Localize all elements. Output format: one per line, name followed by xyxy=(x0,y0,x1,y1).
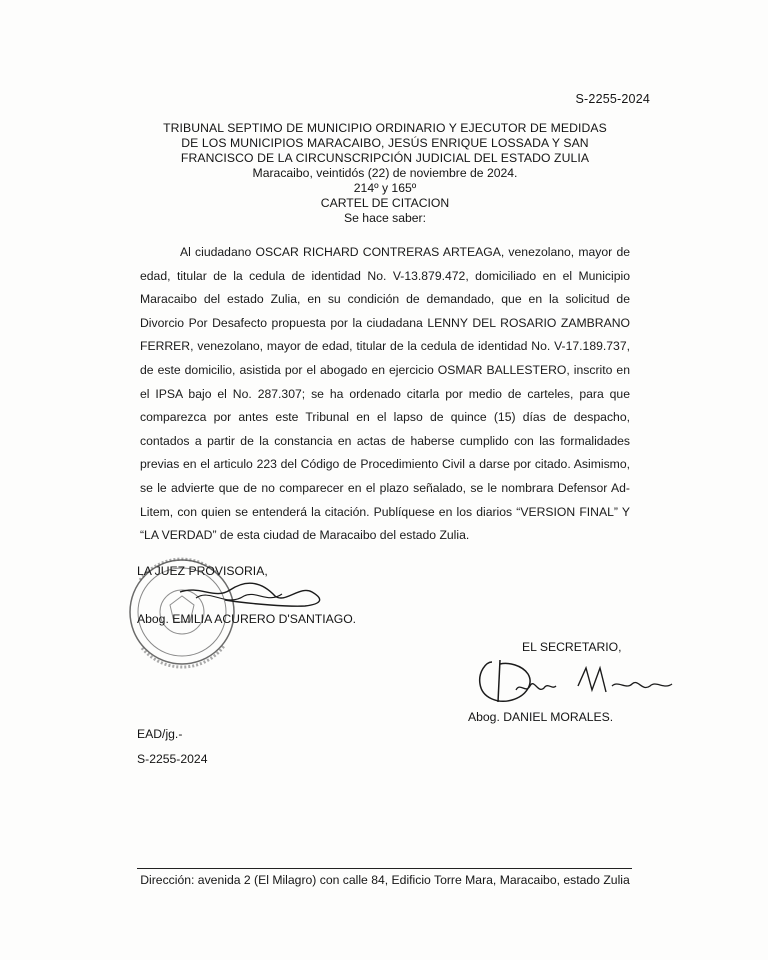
secretary-label: EL SECRETARIO, xyxy=(522,640,622,654)
secretary-signature-icon xyxy=(480,660,672,702)
secretary-name: Abog. DANIEL MORALES. xyxy=(468,710,614,724)
judge-name: Abog. EMILIA ACURERO D'SANTIAGO. xyxy=(137,612,357,626)
judge-label: LA JUEZ PROVISORIA, xyxy=(137,564,268,578)
notice-line: Se hace saber: xyxy=(344,211,426,225)
footer-address: Dirección: avenida 2 (El Milagro) con calle 84, Edificio Torre Mara, Maracaibo, estado Zulia xyxy=(140,873,630,887)
court-name-line-1: TRIBUNAL SEPTIMO DE MUNICIPIO ORDINARIO Y EJECUTOR DE MEDIDAS xyxy=(163,121,607,135)
case-number-bottom: S-2255-2024 xyxy=(137,752,208,766)
court-name-line-3: FRANCISCO DE LA CIRCUNSCRIPCIÓN JUDICIAL DEL ESTADO ZULIA xyxy=(180,151,590,165)
footer-divider xyxy=(137,868,632,869)
body-paragraph: Al ciudadano OSCAR RICHARD CONTRERAS ARTEAGA, venezolano, mayor de edad, titular de la cedula de identidad No. V-13.879.472, domiciliado en el Municipio Maracaibo del estado Zulia, en su condición de demandado, que en la solicitud de Divorcio Por Desafecto propuesta por la ciudadana LENNY DEL ROSARIO ZAMBRANO FERRER, venezolano, mayor de edad, titular de la cedula de identidad No. V-17.189.737, de este domicilio, asistida por el abogado en ejercicio OSMAR BALLESTERO, inscrito en el IPSA bajo el No. 287.307; se ha ordenado citarla por medio de carteles, para que comparezca por antes este Tribunal en el lapso de quince (15) días de despacho, contados a partir de la constancia en actas de haberse cumplido con las formalidades previas en el articulo 223 del Código de Procedimiento Civil a darse por citado. Asimismo, se le advierte que de no comparecer en el plazo señalado, se le nombrara Defensor Ad-Litem, con quien se entenderá la citación. Publíquese en los diarios “VERSION FINAL” Y “LA VERDAD” de esta ciudad de Maracaibo del estado Zulia. xyxy=(140,245,630,543)
judge-signature-icon xyxy=(180,583,320,606)
case-number-top: S-2255-2024 xyxy=(575,92,650,106)
document-title: CARTEL DE CITACION xyxy=(320,196,450,210)
place-date: Maracaibo, veintidós (22) de noviembre de 2024. xyxy=(252,166,518,180)
transcriber-initials: EAD/jg.- xyxy=(137,727,183,741)
years: 214º y 165º xyxy=(353,181,417,195)
court-name-line-2: DE LOS MUNICIPIOS MARACAIBO, JESÚS ENRIQUE LOSSADA Y SAN xyxy=(181,136,589,150)
